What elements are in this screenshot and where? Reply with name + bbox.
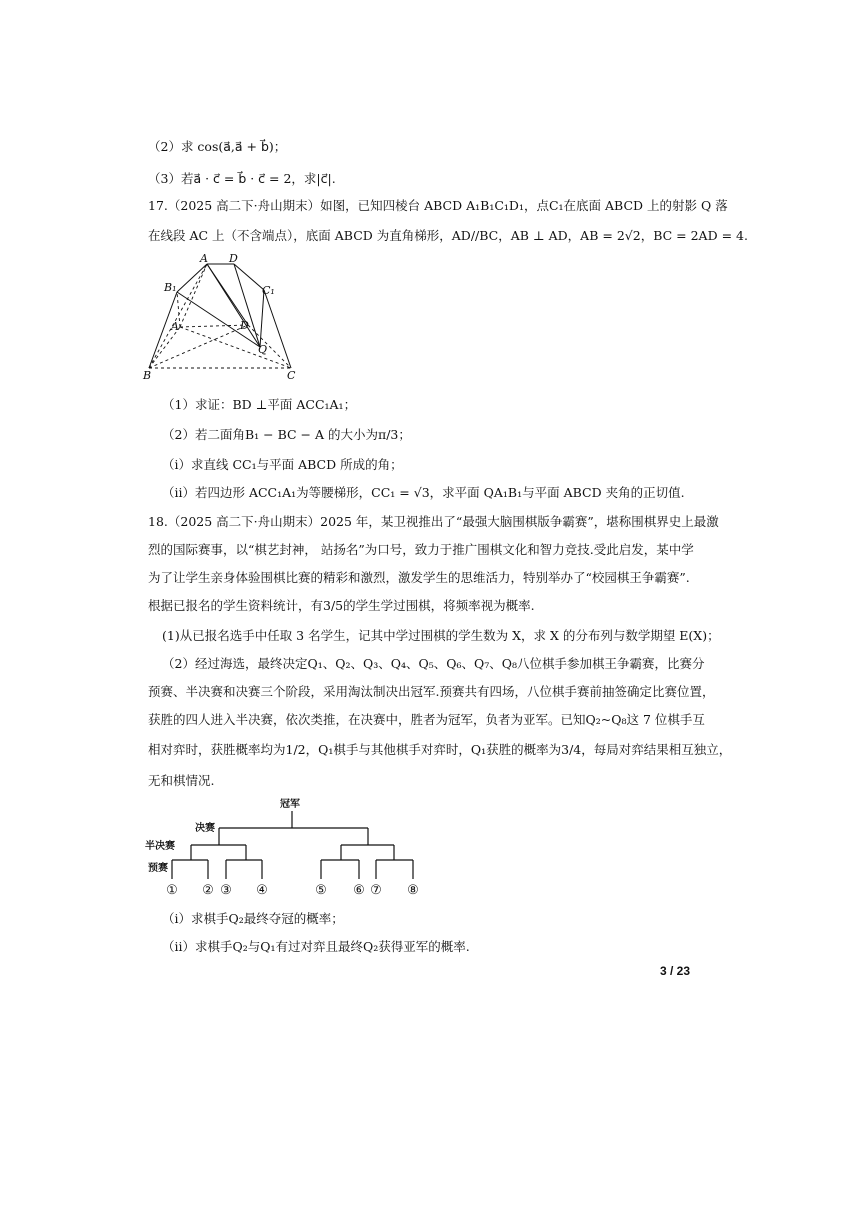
label-Q: Q	[258, 343, 268, 356]
q18-part2-line2: 预赛、半决赛和决赛三个阶段，采用淘汰制决出冠军.预赛共有四场，八位棋手赛前抽签确定比赛位置，	[148, 684, 715, 699]
bracket-player-8: ⑧	[407, 883, 419, 898]
bracket-player-1: ①	[166, 883, 178, 898]
q18-stem-line1: 18.（2025 高二下·舟山期末）2025 年，某卫视推出了“最强大脑围棋版争霸赛”，堪称围棋界史上最激	[148, 514, 719, 529]
q18-part1: (1)从已报名选手中任取 3 名学生，记其中学过围棋的学生数为 X，求 X 的分布列与数学期望 E(X)；	[162, 628, 720, 643]
bracket-semi-label: 半决赛	[145, 841, 175, 852]
q18-stem-line4: 根据已报名的学生资料统计，有3/5的学生学过围棋，将频率视为概率.	[148, 598, 535, 613]
q18-part2-line1: （2）经过海选，最终决定Q₁、Q₂、Q₃、Q₄、Q₅、Q₆、Q₇、Q₈八位棋手参加棋王争霸赛，比赛分	[162, 656, 705, 671]
label-B: B	[143, 369, 152, 382]
q17-part2-ii: （ⅱ）若四边形 ACC₁A₁为等腰梯形，CC₁ = √3，求平面 QA₁B₁与平面 ABCD 夹角的正切值.	[162, 485, 685, 500]
label-D: D	[240, 319, 249, 332]
tournament-bracket	[140, 795, 430, 905]
bracket-player-2: ②	[202, 883, 214, 898]
bracket-player-3: ③	[220, 883, 232, 898]
label-D1: D	[229, 252, 238, 265]
bracket-final-label: 决赛	[195, 823, 215, 834]
q17-stem-line2: 在线段 AC 上（不含端点），底面 ABCD 为直角梯形，AD//BC，AB ⊥ AD，AB = 2√2，BC = 2AD = 4.	[148, 228, 748, 243]
q18-part2-i: （ⅰ）求棋手Q₂最终夺冠的概率；	[162, 911, 344, 926]
frustum-figure	[140, 250, 310, 385]
q16-part2: （2）求 cos(a⃗,a⃗ + b⃗)；	[148, 139, 287, 154]
bracket-player-5: ⑤	[315, 883, 327, 898]
bracket-player-6: ⑥	[353, 883, 365, 898]
q18-part2-line5: 无和棋情况.	[148, 773, 215, 788]
bracket-player-4: ④	[256, 883, 268, 898]
page-number: 3 / 23	[660, 964, 691, 978]
q17-part2-i: （ⅰ）求直线 CC₁与平面 ABCD 所成的角；	[162, 457, 403, 472]
label-C: C	[287, 369, 296, 382]
q17-part1: （1）求证：BD ⊥平面 ACC₁A₁；	[162, 397, 357, 412]
q18-part2-line3: 获胜的四人进入半决赛，依次类推，在决赛中，胜者为冠军，负者为亚军。已知Q₂~Q₈这 7 位棋手互	[148, 712, 705, 727]
q18-stem-line3: 为了让学生亲身体验围棋比赛的精彩和激烈，激发学生的思维活力，特别举办了“校园棋王争霸赛”.	[148, 570, 690, 585]
bracket-champion-label: 冠军	[280, 799, 300, 810]
q18-part2-line4: 相对弈时，获胜概率均为1/2，Q₁棋手与其他棋手对弈时，Q₁获胜的概率为3/4，每局对弈结果相互独立，	[148, 742, 732, 757]
q16-part3: （3）若a⃗ · c⃗ = b⃗ · c⃗ = 2，求|c⃗|.	[148, 171, 336, 186]
q17-part2: （2）若二面角B₁ − BC − A 的大小为π/3；	[162, 427, 411, 442]
q18-stem-line2: 烈的国际赛事，以“棋艺封神， 站扬名”为口号，致力于推广围棋文化和智力竞技.受此启发，某中学	[148, 542, 694, 557]
bracket-prelim-label: 预赛	[148, 863, 168, 874]
label-B1: B₁	[164, 281, 177, 294]
q17-stem-line1: 17.（2025 高二下·舟山期末）如图，已知四棱台 ABCD A₁B₁C₁D₁，点C₁在底面 ABCD 上的射影 Q 落	[148, 198, 728, 213]
label-A: A	[171, 320, 179, 333]
q18-part2-ii: （ⅱ）求棋手Q₂与Q₁有过对弈且最终Q₂获得亚军的概率.	[162, 939, 470, 954]
bracket-player-7: ⑦	[370, 883, 382, 898]
label-A1: A	[200, 252, 208, 265]
label-C1: C₁	[262, 284, 275, 297]
